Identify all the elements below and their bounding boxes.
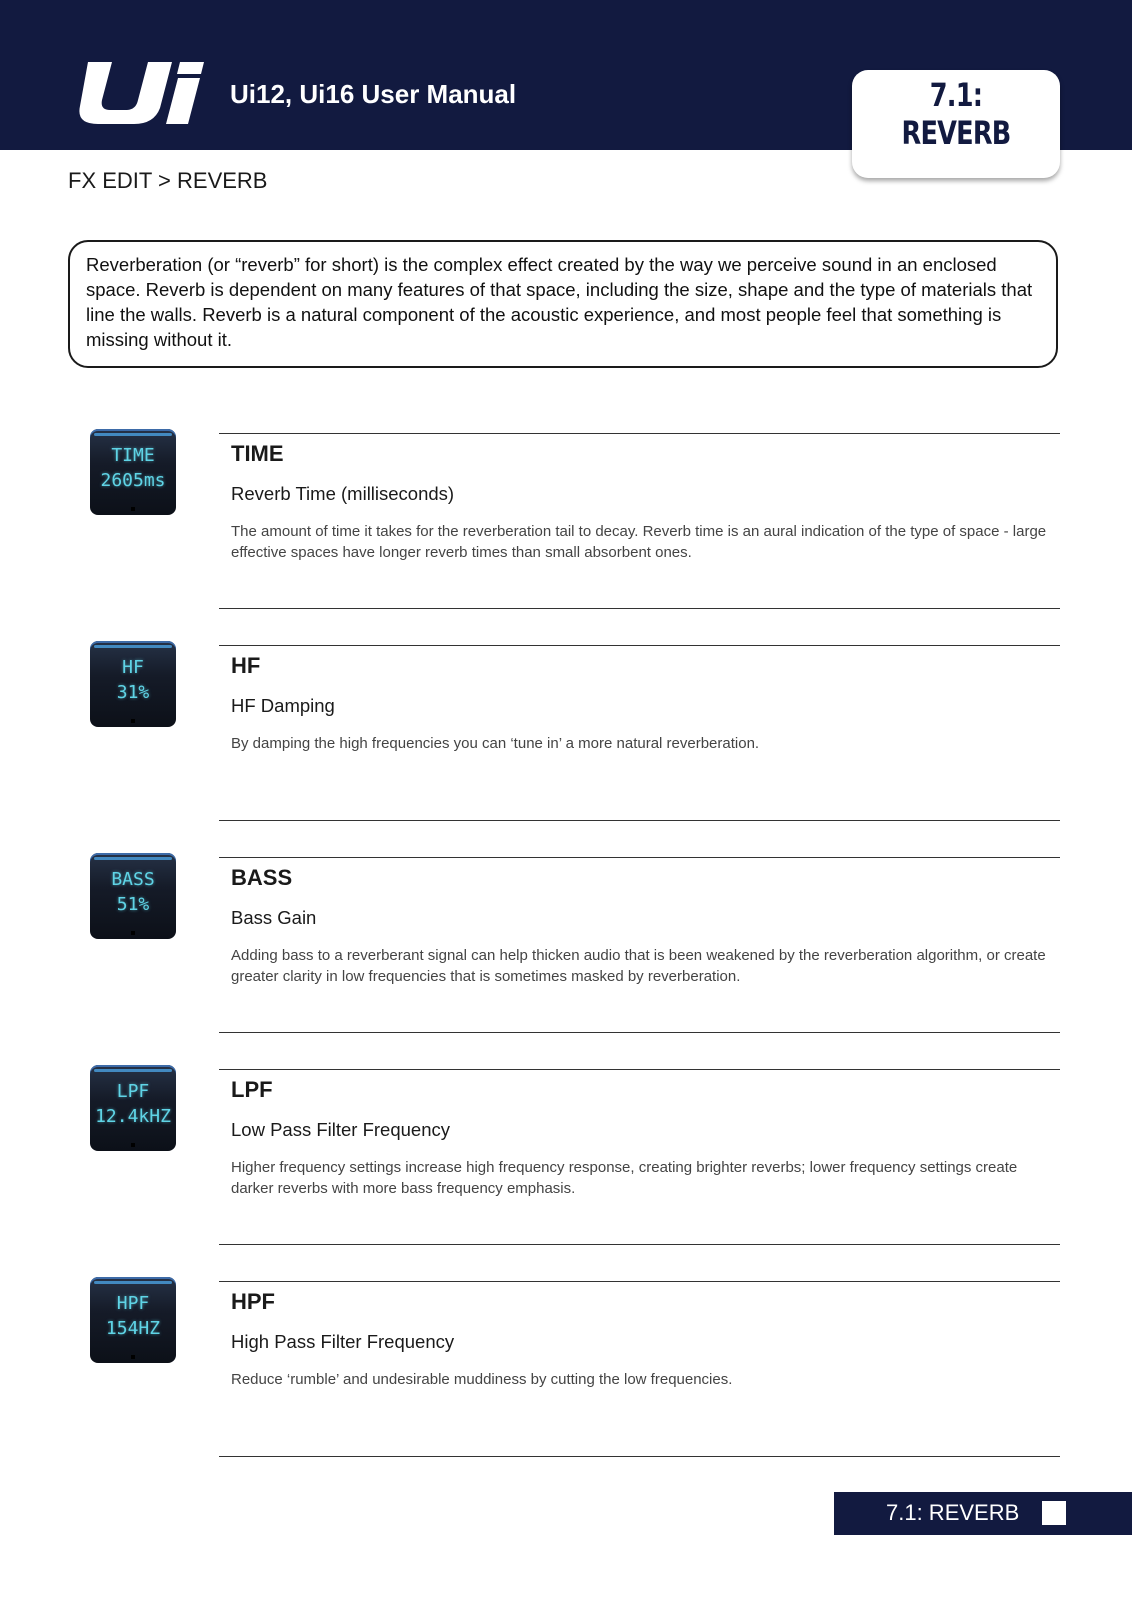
param-subtitle: HF Damping bbox=[231, 695, 335, 716]
param-description: Higher frequency settings increase high frequency response, creating brighter reverbs; lower frequency settings create darker reverbs with more bass frequency emphasis. bbox=[231, 1159, 1018, 1197]
section-divider bbox=[219, 1281, 1060, 1282]
lcd-line-2: 154HZ bbox=[105, 1318, 161, 1339]
param-subtitle: High Pass Filter Frequency bbox=[231, 1331, 455, 1352]
param-description: Adding bass to a reverberant signal can help thicken audio that is been weakened by the reverberation algorithm, or create greater clarity in low frequencies that is sometimes masked by reverberation. bbox=[231, 947, 1046, 985]
breadcrumb: FX EDIT > REVERB bbox=[68, 168, 268, 193]
chapter-tab bbox=[852, 70, 1060, 178]
section-divider bbox=[219, 1456, 1060, 1457]
lcd-line-1: TIME bbox=[111, 445, 155, 466]
lcd-display-icon bbox=[90, 429, 176, 515]
section-divider bbox=[219, 820, 1060, 821]
param-section-time bbox=[0, 433, 1132, 609]
lcd-line-2: 2605ms bbox=[100, 470, 166, 491]
lcd-display-icon bbox=[90, 641, 176, 727]
section-divider bbox=[219, 433, 1060, 434]
square-icon bbox=[1042, 1501, 1066, 1525]
lcd-line-1: HF bbox=[122, 657, 144, 678]
lcd-line-2: 51% bbox=[116, 894, 150, 915]
section-divider bbox=[219, 1244, 1060, 1245]
ui-logo bbox=[70, 58, 210, 128]
param-name: LPF bbox=[231, 1077, 273, 1102]
lcd-display-icon bbox=[90, 1065, 176, 1151]
param-subtitle: Reverb Time (milliseconds) bbox=[231, 483, 455, 504]
param-section-bass bbox=[0, 857, 1132, 1033]
manual-title: Ui12, Ui16 User Manual bbox=[230, 79, 517, 109]
intro-box bbox=[68, 240, 1058, 368]
lcd-line-1: BASS bbox=[111, 869, 155, 890]
lcd-line-2: 31% bbox=[116, 682, 150, 703]
chapter-label: 7.1: REVERB bbox=[901, 76, 1011, 152]
section-divider bbox=[219, 1069, 1060, 1070]
param-name: BASS bbox=[231, 865, 293, 890]
param-name: HPF bbox=[231, 1289, 275, 1314]
param-section-lpf bbox=[0, 1069, 1132, 1245]
param-section-hf bbox=[0, 645, 1132, 821]
section-divider bbox=[219, 1032, 1060, 1033]
param-description: The amount of time it takes for the reverberation tail to decay. Reverb time is an aural indication of the type of space - large effective spaces have longer reverb times than small absorbent ones. bbox=[231, 523, 1047, 561]
section-divider bbox=[219, 645, 1060, 646]
param-subtitle: Low Pass Filter Frequency bbox=[231, 1119, 451, 1140]
section-divider bbox=[219, 608, 1060, 609]
param-section-hpf bbox=[0, 1281, 1132, 1457]
param-description: By damping the high frequencies you can ‘tune in’ a more natural reverberation. bbox=[231, 735, 760, 752]
lcd-line-1: HPF bbox=[116, 1293, 150, 1314]
lcd-line-2: 12.4kHZ bbox=[95, 1106, 171, 1127]
param-description: Reduce ‘rumble’ and undesirable muddiness by cutting the low frequencies. bbox=[231, 1371, 733, 1388]
lcd-display-icon bbox=[90, 1277, 176, 1363]
param-name: TIME bbox=[231, 441, 284, 466]
param-subtitle: Bass Gain bbox=[231, 907, 317, 928]
lcd-line-1: LPF bbox=[116, 1081, 150, 1102]
lcd-display-icon bbox=[90, 853, 176, 939]
footer-chapter-tab bbox=[834, 1492, 1132, 1535]
param-name: HF bbox=[231, 653, 261, 678]
page-header bbox=[0, 0, 1132, 150]
intro-text: Reverberation (or “reverb” for short) is the complex effect created by the way we perceive sound in an enclosed space. Reverb is dependent on many features of that space, including the size, shape and the type of materials that line the walls. Reverb is a natural component of the acoustic experience, and most people feel that something is missing without it. bbox=[86, 254, 1033, 350]
section-divider bbox=[219, 857, 1060, 858]
footer-label: 7.1: REVERB bbox=[886, 1500, 1020, 1525]
